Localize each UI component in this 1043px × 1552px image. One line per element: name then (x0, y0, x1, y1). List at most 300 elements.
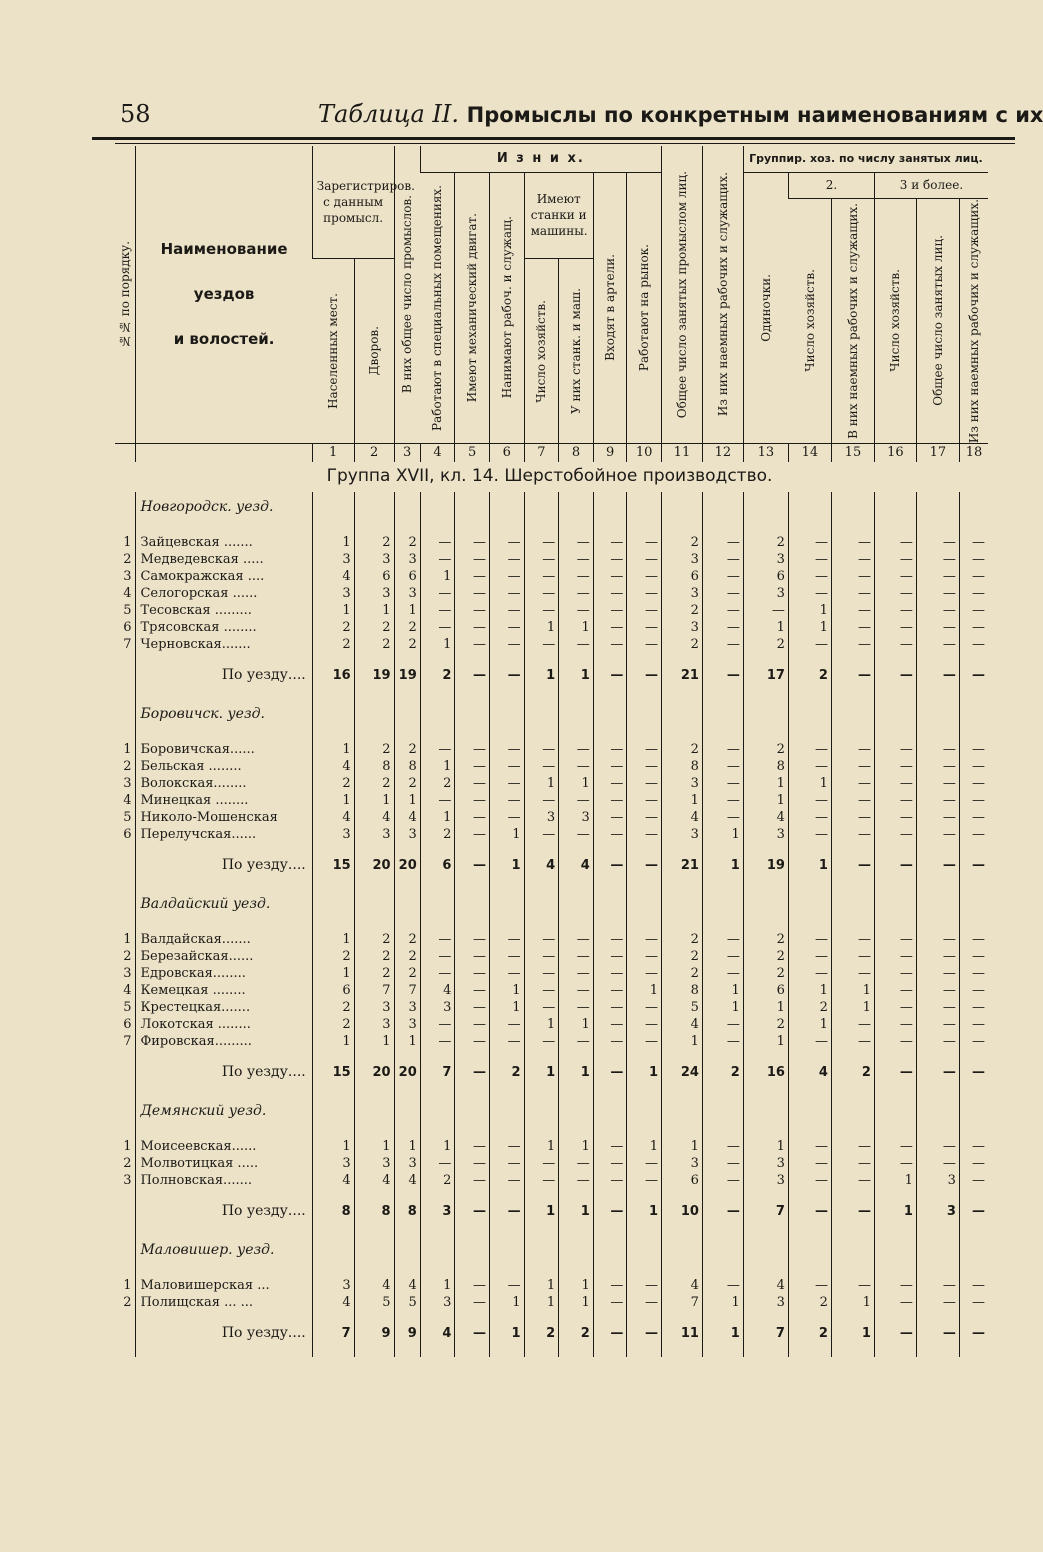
spacer-cell (662, 1225, 703, 1235)
table-cell: 7 (394, 982, 420, 999)
table-row (115, 999, 988, 1016)
table-cell: — (627, 568, 662, 585)
spacer-cell (627, 879, 662, 889)
spacer-cell (489, 524, 524, 534)
spacer-cell (420, 1267, 455, 1277)
table-cell: — (959, 965, 988, 982)
spacer-cell (136, 843, 312, 853)
spacer-cell (559, 879, 594, 889)
total-cell: — (593, 1060, 627, 1086)
table-cell: 7 (662, 1294, 703, 1311)
table-cell: 1 (312, 741, 354, 758)
table-cell: — (524, 534, 559, 551)
table-cell: 1 (489, 1294, 524, 1311)
table-cell: — (627, 826, 662, 843)
table-cell: — (455, 619, 490, 636)
table-cell: 1 (394, 792, 420, 809)
table-cell: 2 (420, 826, 455, 843)
total-cell: — (593, 663, 627, 689)
table-cell: — (702, 948, 743, 965)
table-cell: 2 (354, 619, 394, 636)
table-cell (420, 889, 455, 921)
spacer-cell (916, 1128, 959, 1138)
table-cell: — (788, 585, 831, 602)
g2-farms-header: Число хозяйств. (788, 198, 831, 443)
spacer-cell (916, 879, 959, 889)
spacer-cell (394, 653, 420, 663)
table-cell (312, 1235, 354, 1267)
table-cell: 1 (559, 1138, 594, 1155)
spacer-cell (136, 1347, 312, 1357)
table-cell: — (455, 1155, 490, 1172)
table-cell: 1 (702, 826, 743, 843)
total-cell: — (627, 1321, 662, 1347)
total-cell: 2 (420, 663, 455, 689)
table-cell: — (455, 1172, 490, 1189)
table-cell: 3 (312, 1277, 354, 1294)
spacer-cell (489, 653, 524, 663)
table-cell: — (874, 965, 916, 982)
page-title (318, 100, 1043, 128)
table-cell (559, 1096, 594, 1128)
table-row (115, 1138, 988, 1155)
spacer-row (115, 1050, 988, 1060)
table-cell (916, 1096, 959, 1128)
volost-name: Трясовская ........ (136, 619, 312, 636)
spacer-cell (627, 1311, 662, 1321)
table-cell: — (831, 948, 874, 965)
spacer-cell (312, 843, 354, 853)
table-cell (874, 1235, 916, 1267)
table-cell: — (959, 1033, 988, 1050)
table-cell: 3 (743, 551, 788, 568)
table-cell: — (524, 551, 559, 568)
total-cell: 10 (662, 1199, 703, 1225)
district-header-row (115, 889, 988, 921)
spacer-cell (916, 1311, 959, 1321)
table-cell: 1 (702, 982, 743, 999)
spacer-cell (743, 1225, 788, 1235)
spacer-cell (420, 1189, 455, 1199)
spacer-row (115, 1347, 988, 1357)
table-cell (788, 492, 831, 524)
table-cell: — (559, 1155, 594, 1172)
total-cell: — (702, 1199, 743, 1225)
table-cell: 3 (743, 826, 788, 843)
table-cell: 3 (354, 585, 394, 602)
table-cell: — (593, 585, 627, 602)
volost-name: Перелучская...... (136, 826, 312, 843)
spacer-cell (831, 524, 874, 534)
table-row (115, 602, 988, 619)
table-cell: 2 (788, 1294, 831, 1311)
table-cell: — (593, 1155, 627, 1172)
spacer-cell (115, 843, 136, 853)
spacer-cell (455, 1086, 490, 1096)
spacer-cell (524, 879, 559, 889)
table-cell: 8 (662, 758, 703, 775)
spacer-cell (702, 1189, 743, 1199)
spacer-cell (627, 653, 662, 663)
spacer-cell (662, 1347, 703, 1357)
table-cell: — (593, 792, 627, 809)
table-cell: 2 (743, 534, 788, 551)
table-cell (455, 889, 490, 921)
table-row (115, 619, 988, 636)
table-cell (394, 1096, 420, 1128)
spacer-cell (593, 689, 627, 699)
spacer-cell (559, 689, 594, 699)
spacer-cell (559, 1128, 594, 1138)
table-cell: 1 (524, 1138, 559, 1155)
table-cell (489, 1096, 524, 1128)
table-cell: — (455, 999, 490, 1016)
table-cell: 1 (394, 602, 420, 619)
table-cell: — (455, 1277, 490, 1294)
table-cell: 2 (662, 602, 703, 619)
table-cell: — (831, 758, 874, 775)
table-cell: 3 (394, 1155, 420, 1172)
spacer-cell (874, 843, 916, 853)
spacer-cell (743, 1267, 788, 1277)
spacer-cell (312, 1128, 354, 1138)
table-cell: — (489, 602, 524, 619)
spacer-cell (136, 1267, 312, 1277)
table-cell: — (959, 741, 988, 758)
spacer-cell (916, 524, 959, 534)
spacer-cell (420, 921, 455, 931)
table-cell: — (524, 1172, 559, 1189)
table-cell: — (788, 1138, 831, 1155)
table-cell: 1 (743, 619, 788, 636)
table-cell (702, 1096, 743, 1128)
table-cell (743, 492, 788, 524)
table-cell: 1 (312, 1138, 354, 1155)
table-cell: — (420, 965, 455, 982)
table-cell: — (831, 1277, 874, 1294)
table-cell: — (489, 741, 524, 758)
table-cell: 2 (312, 1016, 354, 1033)
table-cell: — (916, 1294, 959, 1311)
total-cell: — (874, 1321, 916, 1347)
total-cell: 19 (394, 663, 420, 689)
table-cell: — (959, 1294, 988, 1311)
spacer-cell (312, 1267, 354, 1277)
spacer-cell (420, 524, 455, 534)
table-cell: — (524, 758, 559, 775)
spacer-cell (115, 879, 136, 889)
table-cell: — (959, 1155, 988, 1172)
spacer-cell (115, 1267, 136, 1277)
table-cell: — (916, 534, 959, 551)
table-cell: — (489, 636, 524, 653)
table-cell (420, 1235, 455, 1267)
spacer-cell (627, 689, 662, 699)
district-header-row (115, 492, 988, 524)
table-cell: 1 (420, 1138, 455, 1155)
group2-header: 2. (788, 172, 874, 198)
table-cell: — (593, 758, 627, 775)
spacer-cell (420, 1225, 455, 1235)
total-cell: — (959, 1321, 988, 1347)
column-numbers-row: 1 2 3 4 5 6 7 8 9 10 11 12 13 14 15 16 17 18 (115, 443, 988, 462)
spacer-cell (627, 1267, 662, 1277)
table-cell (559, 1235, 594, 1267)
spacer-cell (115, 1086, 136, 1096)
table-cell: — (627, 999, 662, 1016)
table-cell: 1 (354, 1138, 394, 1155)
table-cell: 8 (394, 758, 420, 775)
table-cell (702, 699, 743, 731)
total-cell: 8 (354, 1199, 394, 1225)
table-cell: — (455, 931, 490, 948)
spacer-cell (136, 1311, 312, 1321)
spacer-cell (420, 1086, 455, 1096)
table-cell: — (916, 551, 959, 568)
spacer-cell (136, 731, 312, 741)
spacer-cell (702, 1050, 743, 1060)
spacer-cell (312, 524, 354, 534)
table-cell: 1 (524, 1016, 559, 1033)
table-cell: 3 (420, 1294, 455, 1311)
table-cell: 1 (559, 1016, 594, 1033)
spacer-cell (312, 689, 354, 699)
table-cell: 3 (354, 826, 394, 843)
header-rule-thin (115, 143, 1015, 144)
table-cell (420, 699, 455, 731)
table-cell: — (559, 534, 594, 551)
table-cell: — (455, 585, 490, 602)
table-cell: 4 (394, 1172, 420, 1189)
table-cell: — (874, 619, 916, 636)
row-number: 2 (123, 1155, 132, 1171)
total-cell: — (455, 1060, 490, 1086)
spacer-cell (312, 731, 354, 741)
total-cell: 21 (662, 663, 703, 689)
volost-name: Крестецкая....... (136, 999, 312, 1016)
singles-header: Одиночки. (743, 172, 788, 443)
table-cell: — (420, 792, 455, 809)
spacer-cell (831, 1225, 874, 1235)
table-cell: 4 (312, 1294, 354, 1311)
table-cell: 1 (702, 1294, 743, 1311)
table-row (115, 931, 988, 948)
spacer-cell (662, 1128, 703, 1138)
volost-name: Валдайская....... (136, 931, 312, 948)
households-header: Дворов. (354, 259, 394, 443)
table-cell: — (916, 636, 959, 653)
spacer-cell (455, 1225, 490, 1235)
row-number (115, 699, 136, 731)
table-cell: 2 (394, 619, 420, 636)
table-cell: — (559, 982, 594, 999)
spacer-cell (874, 921, 916, 931)
spacer-cell (831, 879, 874, 889)
table-cell: — (627, 948, 662, 965)
row-number (115, 1060, 136, 1086)
total-cell: — (831, 1199, 874, 1225)
table-cell (788, 1235, 831, 1267)
district-header-row (115, 699, 988, 731)
table-cell: — (702, 809, 743, 826)
table-cell: 2 (743, 1016, 788, 1033)
table-cell: — (455, 1294, 490, 1311)
table-cell: 1 (312, 965, 354, 982)
table-cell: — (593, 1294, 627, 1311)
spacer-row (115, 1189, 988, 1199)
total-cell: 20 (354, 853, 394, 879)
table-cell: — (489, 1172, 524, 1189)
table-cell: — (959, 948, 988, 965)
spacer-cell (354, 1311, 394, 1321)
table-cell: — (455, 948, 490, 965)
have-machines-header: Имеют станки и машины. (524, 172, 593, 259)
table-cell (627, 889, 662, 921)
num-farms-header: Число хозяйств. (524, 259, 559, 443)
group-title-row (115, 462, 988, 492)
spacer-cell (136, 689, 312, 699)
spacer-cell (524, 1189, 559, 1199)
table-cell: — (831, 1033, 874, 1050)
spacer-cell (874, 1128, 916, 1138)
table-cell (354, 699, 394, 731)
spacer-cell (788, 1311, 831, 1321)
spacer-cell (959, 1311, 988, 1321)
table-cell: — (702, 965, 743, 982)
table-cell: 3 (916, 1172, 959, 1189)
spacer-cell (702, 653, 743, 663)
total-cell: 3 (420, 1199, 455, 1225)
spacer-cell (394, 1311, 420, 1321)
table-cell: — (959, 758, 988, 775)
spacer-cell (524, 1311, 559, 1321)
row-number (115, 492, 136, 524)
total-employed-header: Общее число занятых промыслом лиц. (662, 146, 703, 443)
total-cell: 1 (524, 663, 559, 689)
spacer-cell (489, 879, 524, 889)
table-cell: — (916, 585, 959, 602)
table-cell: — (702, 741, 743, 758)
table-cell: — (916, 826, 959, 843)
row-number: 3 (123, 568, 132, 584)
table-cell: — (627, 965, 662, 982)
spacer-cell (959, 1267, 988, 1277)
spacer-cell (593, 653, 627, 663)
spacer-cell (627, 1347, 662, 1357)
table-cell (874, 1096, 916, 1128)
data-table (115, 146, 988, 1357)
table-cell: — (593, 1033, 627, 1050)
district-name: Маловишер. уезд. (136, 1235, 312, 1267)
total-cell: 2 (788, 663, 831, 689)
table-cell (662, 1096, 703, 1128)
total-cell: 4 (420, 1321, 455, 1347)
table-cell: — (593, 931, 627, 948)
table-cell: 3 (354, 999, 394, 1016)
table-cell: — (959, 585, 988, 602)
spacer-cell (627, 921, 662, 931)
volost-name: Волокская........ (136, 775, 312, 792)
spacer-cell (702, 1086, 743, 1096)
table-row (115, 948, 988, 965)
total-cell: 1 (559, 1060, 594, 1086)
spacer-cell (420, 731, 455, 741)
table-cell (743, 1096, 788, 1128)
table-cell: 2 (394, 931, 420, 948)
total-cell: — (959, 1199, 988, 1225)
table-cell: — (524, 602, 559, 619)
table-cell: — (788, 965, 831, 982)
table-cell: — (916, 792, 959, 809)
table-cell: 1 (662, 1138, 703, 1155)
spacer-cell (874, 731, 916, 741)
table-cell: — (916, 1155, 959, 1172)
table-cell (662, 699, 703, 731)
market-header: Работают на рынок. (627, 172, 662, 443)
table-cell: — (593, 551, 627, 568)
total-cell: 4 (788, 1060, 831, 1086)
spacer-cell (788, 524, 831, 534)
spacer-cell (489, 1189, 524, 1199)
table-cell: 3 (662, 775, 703, 792)
table-cell: — (559, 741, 594, 758)
table-cell: — (489, 965, 524, 982)
table-cell: — (524, 1155, 559, 1172)
row-number (115, 853, 136, 879)
table-cell: — (788, 551, 831, 568)
group-title: Группа XVII, кл. 14. Шерстобойное производство. (326, 466, 773, 487)
table-cell: — (702, 1277, 743, 1294)
table-cell (627, 699, 662, 731)
special-rooms-header: Работают в специальных помещениях. (420, 172, 455, 443)
table-cell: 1 (743, 792, 788, 809)
spacer-cell (312, 653, 354, 663)
table-cell: 3 (743, 1294, 788, 1311)
table-cell: 1 (831, 982, 874, 999)
total-cell: — (593, 853, 627, 879)
spacer-cell (394, 524, 420, 534)
artels-header: Входят в артели. (593, 172, 627, 443)
table-cell: — (959, 534, 988, 551)
row-number: 1 (123, 1138, 132, 1154)
table-cell: — (524, 982, 559, 999)
table-cell: — (455, 1138, 490, 1155)
table-cell: 4 (312, 568, 354, 585)
table-cell: 2 (662, 931, 703, 948)
table-cell: 1 (788, 1016, 831, 1033)
table-cell: — (874, 1155, 916, 1172)
table-cell: 4 (743, 1277, 788, 1294)
mech-engine-header: Имеют механический двигат. (455, 172, 490, 443)
table-cell: 3 (354, 1155, 394, 1172)
table-cell: — (489, 758, 524, 775)
total-cell: 19 (743, 853, 788, 879)
table-cell: — (874, 551, 916, 568)
table-cell: 1 (420, 758, 455, 775)
table-cell: 1 (627, 1138, 662, 1155)
table-cell: — (831, 931, 874, 948)
spacer-cell (455, 1311, 490, 1321)
table-cell: — (489, 534, 524, 551)
total-cell: 1 (874, 1199, 916, 1225)
table-cell: — (702, 534, 743, 551)
total-cell: 20 (394, 853, 420, 879)
table-cell: 1 (702, 999, 743, 1016)
table-cell: — (874, 948, 916, 965)
spacer-cell (959, 879, 988, 889)
spacer-cell (874, 879, 916, 889)
spacer-row (115, 1311, 988, 1321)
